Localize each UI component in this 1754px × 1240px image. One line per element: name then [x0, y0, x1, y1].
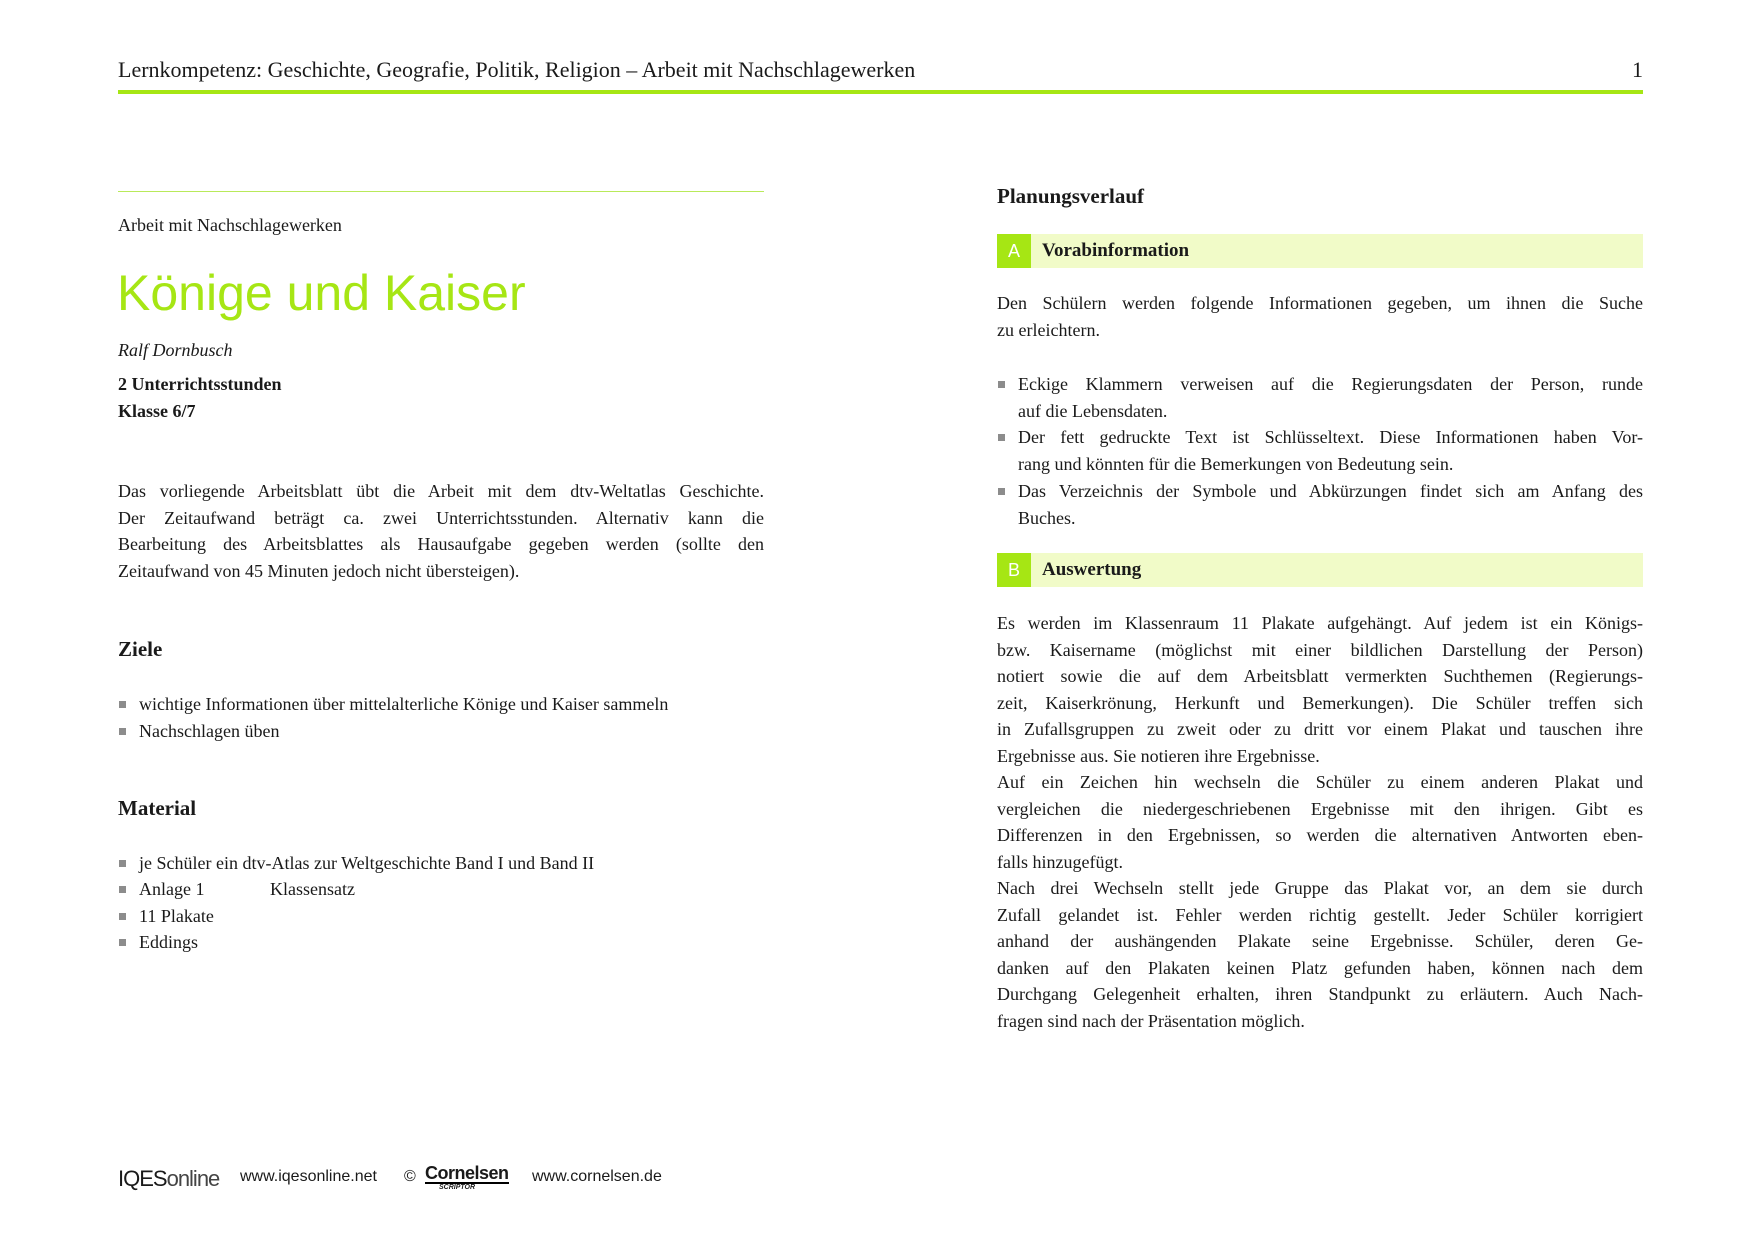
bullet-icon — [998, 381, 1005, 388]
material-item: 11 Plakate — [139, 906, 214, 926]
bullet-icon — [119, 913, 126, 920]
duration: 2 Unterrichtsstunden — [118, 374, 282, 394]
left-rule — [118, 191, 764, 192]
running-header-title: Lernkompetenz: Geschichte, Geografie, Politik, Religion – Arbeit mit Nachschlagewerken — [118, 57, 916, 82]
material-heading: Material — [118, 796, 197, 820]
iqes-logo-suffix: online — [166, 1166, 220, 1191]
text-line: Der Zeitaufwand beträgt ca. zwei Unterrichtsstunden. Alternativ kann die — [118, 507, 764, 528]
cornelsen-logo — [425, 1164, 509, 1191]
header-rule — [118, 90, 1643, 94]
section-b-badge: B — [997, 553, 1031, 587]
text-line: zu erleichtern. — [997, 319, 1100, 340]
bullet-icon — [119, 886, 126, 893]
goal-item: wichtige Informationen über mittelalterliche Könige und Kaiser sammeln — [139, 694, 669, 714]
text-line: falls hinzugefügt. — [997, 851, 1123, 872]
grade: Klasse 6/7 — [118, 401, 196, 421]
text-line: zeit, Kaiserkrönung, Herkunft und Bemerkungen). Die Schüler treffen sich — [997, 692, 1643, 713]
goal-item: Nachschlagen üben — [139, 721, 280, 741]
text-line: danken auf den Plakaten keinen Platz gefunden haben, können nach dem — [997, 957, 1643, 978]
material-item: Eddings — [139, 932, 199, 952]
page-number: 1 — [1632, 57, 1643, 82]
bullet-icon — [119, 860, 126, 867]
iqes-logo — [118, 1166, 219, 1192]
section-b-bar — [997, 553, 1643, 587]
section-a-title: Vorabinformation — [1042, 240, 1190, 261]
copyright-symbol: © — [404, 1168, 416, 1185]
cornelsen-logo-sub: SCRIPTOR — [439, 1184, 476, 1191]
text-line: Eckige Klammern verweisen auf die Regierungsdaten der Person, runde — [1018, 374, 1643, 394]
iqes-logo-text: IQES — [118, 1166, 167, 1191]
text-line: Auf ein Zeichen hin wechseln die Schüler zu einem anderen Plakat und — [997, 772, 1643, 792]
section-b-title: Auswertung — [1042, 559, 1142, 580]
material-item: je Schüler ein dtv-Atlas zur Weltgeschichte Band I und Band II — [139, 853, 595, 873]
page-title: Könige und Kaiser — [117, 265, 526, 321]
text-line: fragen sind nach der Präsentation möglich. — [997, 1010, 1305, 1031]
iqes-link[interactable]: www.iqesonline.net — [240, 1168, 377, 1185]
info-bullet — [1018, 478, 1643, 531]
text-line: Es werden im Klassenraum 11 Plakate aufgehängt. Auf jedem ist ein Königs- — [997, 613, 1643, 633]
info-bullet — [1018, 371, 1643, 424]
material-note: Klassensatz — [270, 879, 355, 899]
text-line: vergleichen die niedergeschriebenen Ergebnisse mit den ihrigen. Gibt es — [997, 798, 1643, 819]
text-line: Bearbeitung des Arbeitsblattes als Hausaufgabe gegeben werden (sollte den — [118, 534, 764, 554]
bullet-icon — [998, 434, 1005, 441]
planning-heading: Planungsverlauf — [997, 184, 1145, 208]
text-line: Durchgang Gelegenheit erhalten, ihren Standpunkt zu erläutern. Auch Nach- — [997, 984, 1643, 1004]
cornelsen-logo-text: Cornelsen — [425, 1163, 509, 1183]
bullet-icon — [119, 701, 126, 708]
text-line: notiert sowie die auf dem Arbeitsblatt vermerkten Suchthemen (Regierungs- — [997, 666, 1643, 686]
bullet-icon — [119, 728, 126, 735]
text-line: Differenzen in den Ergebnissen, so werden die alternativen Antworten eben- — [997, 825, 1643, 845]
text-line: Zeitaufwand von 45 Minuten jedoch nicht übersteigen). — [118, 560, 520, 581]
text-line: anhand der aushängenden Plakate seine Ergebnisse. Schüler, deren Ge- — [997, 931, 1643, 951]
text-line: Das Verzeichnis der Symbole und Abkürzungen findet sich am Anfang des — [1018, 481, 1643, 501]
text-line: Der fett gedruckte Text ist Schlüsseltext. Diese Informationen haben Vor- — [1018, 427, 1643, 447]
section-a-intro — [997, 290, 1643, 343]
section-a-badge: A — [997, 234, 1031, 268]
kicker: Arbeit mit Nachschlagewerken — [118, 215, 342, 235]
section-b-paragraph — [997, 610, 1643, 1034]
section-a-bar — [997, 234, 1643, 268]
text-line: Zufall gelandet ist. Fehler werden richtig gestellt. Jeder Schüler korrigiert — [997, 904, 1643, 925]
text-line: rang und könnten für die Bemerkungen von Bedeutung sein. — [1018, 453, 1454, 474]
bullet-icon — [119, 939, 126, 946]
text-line: Ergebnisse aus. Sie notieren ihre Ergebnisse. — [997, 745, 1320, 766]
cornelsen-link[interactable]: www.cornelsen.de — [532, 1168, 662, 1185]
text-line: Das vorliegende Arbeitsblatt übt die Arbeit mit dem dtv-Weltatlas Geschichte. — [118, 481, 764, 501]
text-line: Buches. — [1018, 507, 1076, 528]
goals-heading: Ziele — [118, 637, 163, 661]
author: Ralf Dornbusch — [118, 340, 233, 360]
bullet-icon — [998, 488, 1005, 495]
text-line: bzw. Kaisername (möglichst mit einer bildlichen Darstellung der Person) — [997, 639, 1643, 660]
intro-paragraph — [118, 478, 764, 584]
material-item: Anlage 1 — [139, 879, 205, 899]
info-bullet — [1018, 424, 1643, 477]
text-line: Nach drei Wechseln stellt jede Gruppe das Plakat vor, an dem sie durch — [997, 878, 1643, 898]
text-line: in Zufallsgruppen zu zweit oder zu dritt vor einem Plakat und tauschen ihre — [997, 719, 1643, 739]
text-line: Den Schülern werden folgende Informationen gegeben, um ihnen die Suche — [997, 293, 1643, 313]
text-line: auf die Lebensdaten. — [1018, 400, 1168, 421]
